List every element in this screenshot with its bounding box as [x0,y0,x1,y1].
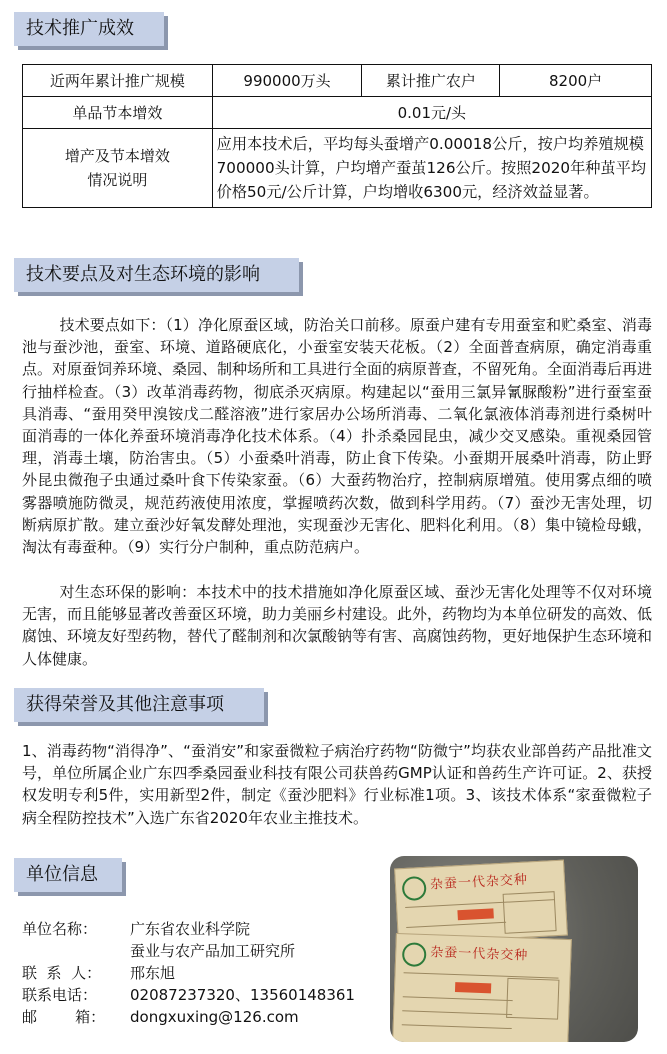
unit-row-contact [22,962,355,984]
unit-row-name [22,918,355,940]
bag-box [506,978,559,1020]
table-row [23,65,652,97]
bag-rule [404,972,559,978]
brand-logo-icon [402,942,427,967]
table-cell-label: 累计推广农户 [362,65,500,97]
unit-key: 联 系 人： [22,964,102,982]
honors-paragraph: 1、消毒药物“消得净”、“蚕消安”和家蚕微粒子病治疗药物“防微宁”均获农业部兽药产品批准文号，单位所属企业广东四季桑园蚕业科技有限公司获兽药GMP认证和兽药生产许可证。2、获授权发明专利5件，实用新型2件，制定《蚕沙肥料》行业标准1项。3、该技术体系“家蚕微粒子病全程防控技术”入选广东省2020年农业主推技术。 [22,742,652,827]
silkworm-egg-bag [394,860,568,945]
table-cell-label: 近两年累计推广规模 [23,65,213,97]
unit-row-phone [22,984,355,1006]
results-table [22,64,652,208]
bag-stamp [457,908,493,920]
unit-info [22,918,355,1028]
brand-logo-icon [402,876,427,901]
unit-value: 02087237320、13560148361 [130,986,355,1004]
ecology-impact-paragraph: 对生态环保的影响：本技术中的技术措施如净化原蚕区域、蚕沙无害化处理等不仅对环境无害，而且能够显著改善蚕区环境，助力美丽乡村建设。此外，药物均为本单位研发的高效、低腐蚀、环境友好型药物，替代了醛制剂和次氯酸钠等有害、高腐蚀药物，更好地保护生态环境和人体健康。 [22,583,653,668]
section-title-technical-points: 技术要点及对生态环境的影响 [14,258,299,292]
table-row [23,97,652,129]
bag-rule [402,1024,512,1029]
bag-rule [406,922,506,928]
table-row [23,129,652,208]
table-cell-value: 0.01元/头 [212,97,651,129]
table-cell-label [23,129,213,208]
section-title-unit-info: 单位信息 [14,858,122,892]
technical-points-paragraph: 技术要点如下：（1）净化原蚕区域，防治关口前移。原蚕户建有专用蚕室和贮桑室、消毒池与蚕沙池，蚕室、环境、道路硬底化，小蚕室安装天花板。（2）全面普查病原，确定消毒重点。对原蚕饲养环境、桑园、制种场所和工具进行全面的病原普查，不留死角。全面消毒后再进行抽样检查。（3）改革消毒药物，彻底杀灭病原。构建起以“蚕用三氯异氰脲酸粉”进行蚕室蚕具消毒、“蚕用癸甲溴铵戊二醛溶液”进行家居办公场所消毒、二氧化氯液体消毒剂进行桑树叶面消毒的一体化养蚕环境消毒净化技术体系。（4）扑杀桑园昆虫，减少交叉感染。重视桑园管理，消毒土壤，防治害虫。（5）小蚕桑叶消毒，防止食下传染。小蚕期开展桑叶消毒，防止野外昆虫微孢子虫通过桑叶食下传染家蚕。（6）大蚕药物治疗，控制病原增殖。使用雾点细的喷雾器喷施防微灵，规范药液使用浓度，掌握喷药次数，做到科学用药。（7）蚕沙无害处理，切断病原扩散。建立蚕沙好氧发酵处理池，实现蚕沙无害化、肥料化利用。（8）集中镜检母蛾，淘汰有毒蚕种。（9）实行分户制种，重点防范病户。 [22,316,653,557]
bag-label: 杂蚕一代杂交种 [429,872,529,893]
bag-label: 杂蚕一代杂交种 [430,945,529,964]
unit-row-email [22,1006,355,1028]
unit-key: 联系电话： [22,986,98,1004]
table-cell-value: 8200户 [500,65,652,97]
label-line: 增产及节本增效 [64,147,170,165]
unit-value: 蚕业与农产品加工研究所 [130,942,296,960]
table-cell-value: 990000万头 [212,65,362,97]
unit-row-name-cont [22,940,355,962]
unit-value: 邢东旭 [130,964,176,982]
unit-value: 广东省农业科学院 [130,920,251,938]
unit-key: 单位名称： [22,920,98,938]
silkworm-egg-bag [392,933,572,1042]
unit-key [22,940,130,962]
unit-value: dongxuxing@126.com [130,1008,299,1026]
bag-rule [403,996,513,1001]
section-title-honors: 获得荣誉及其他注意事项 [14,688,264,722]
unit-key: 邮 箱： [22,1008,106,1026]
product-photo [390,856,638,1042]
bag-rule [402,1010,512,1015]
section-title-promotion-results: 技术推广成效 [14,12,164,46]
table-cell-label: 单品节本增效 [23,97,213,129]
table-cell-description: 应用本技术后，平均每头蚕增产0.00018公斤，按户均养殖规模700000头计算，户均增产蚕茧126公斤。按照2020年种茧平均价格50元/公斤计算，户均增收6300元，经济效益显著。 [212,129,651,208]
label-line: 情况说明 [87,171,148,189]
bag-stamp [455,982,491,993]
bag-box [503,891,557,934]
